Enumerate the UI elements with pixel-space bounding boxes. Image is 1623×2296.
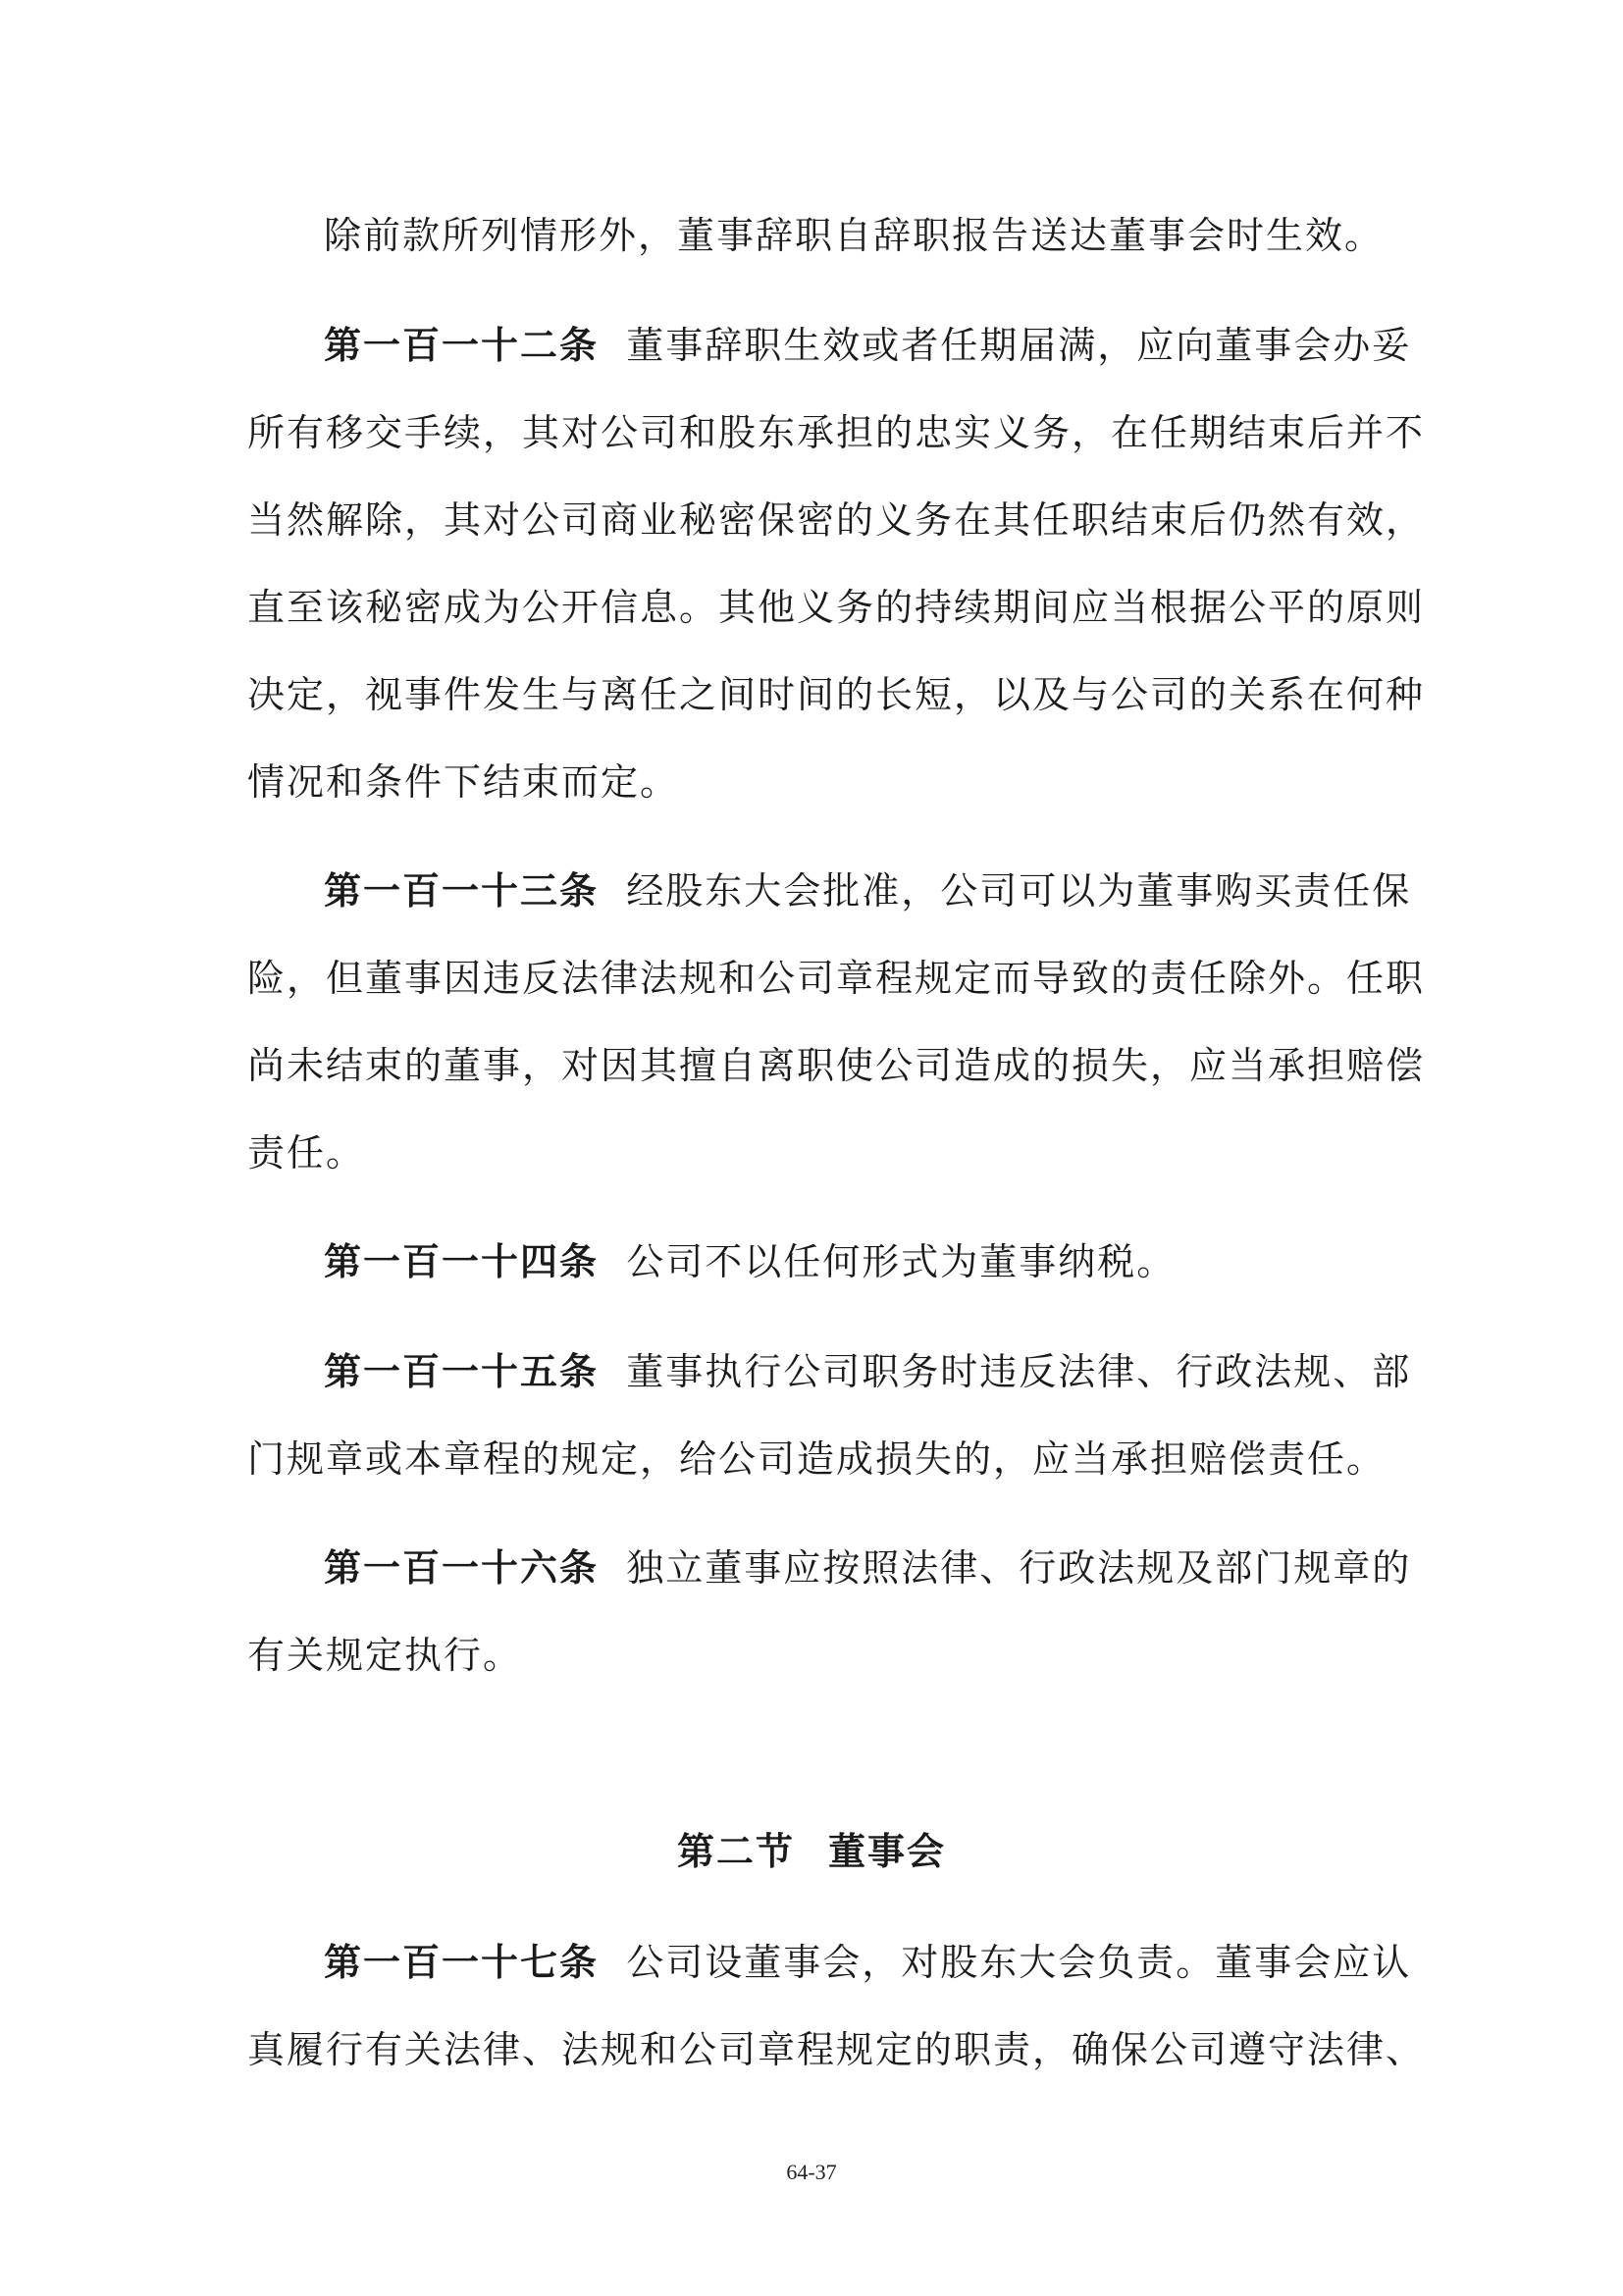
article-112-line-1	[324, 323, 1412, 368]
article-115-title: 第一百一十五条	[324, 1350, 600, 1393]
article-113-text-4: 责任。	[247, 1131, 366, 1174]
article-115-line-1	[324, 1349, 1412, 1394]
article-117-text-1: 公司设董事会，对股东大会负责。董事会应认	[626, 1941, 1412, 1984]
article-117-title: 第一百一十七条	[324, 1941, 600, 1984]
article-114-title: 第一百一十四条	[324, 1240, 600, 1283]
article-115-text-2: 门规章或本章程的规定，给公司造成损失的，应当承担赔偿责任。	[247, 1437, 1387, 1481]
article-112-line-2	[247, 410, 1426, 455]
article-113-line-3	[247, 1043, 1426, 1088]
article-113-text-3: 尚未结束的董事，对因其擅自离职使公司造成的损失，应当承担赔偿	[247, 1044, 1426, 1087]
section-number: 第二节	[676, 1830, 795, 1873]
article-113-line-2	[247, 956, 1426, 1001]
intro-text: 除前款所列情形外，董事辞职自辞职报告送达董事会时生效。	[324, 214, 1385, 257]
article-117-line-2	[247, 2027, 1426, 2072]
article-117-line-1	[324, 1940, 1412, 1985]
article-112-line-5	[247, 672, 1426, 717]
article-112-line-3	[247, 497, 1426, 543]
article-112-text-3: 当然解除，其对公司商业秘密保密的义务在其任职结束后仍然有效，	[247, 498, 1426, 542]
page-number: 64-37	[786, 2160, 837, 2184]
article-112-text-1: 董事辞职生效或者任期届满，应向董事会办妥	[626, 324, 1412, 367]
article-113-line-1	[324, 868, 1412, 913]
article-116-line-2	[247, 1633, 522, 1678]
article-113-text-1: 经股东大会批准，公司可以为董事购买责任保	[626, 869, 1412, 913]
article-117-text-2: 真履行有关法律、法规和公司章程规定的职责，确保公司遵守法律、	[247, 2028, 1426, 2071]
article-113-line-4	[247, 1130, 365, 1175]
article-112-text-5: 决定，视事件发生与离任之间时间的长短，以及与公司的关系在何种	[247, 673, 1426, 716]
article-116-text-2: 有关规定执行。	[247, 1634, 523, 1677]
article-114-text-1: 公司不以任何形式为董事纳税。	[626, 1240, 1177, 1283]
article-116-line-1	[324, 1545, 1412, 1591]
article-112-line-4	[247, 585, 1426, 630]
article-114-line-1	[324, 1239, 1176, 1284]
article-116-text-1: 独立董事应按照法律、行政法规及部门规章的	[626, 1546, 1412, 1590]
article-112-text-4: 直至该秘密成为公开信息。其他义务的持续期间应当根据公平的原则	[247, 586, 1426, 629]
article-116-title: 第一百一十六条	[324, 1546, 600, 1590]
article-115-line-2	[247, 1436, 1386, 1482]
section-name: 董事会	[828, 1830, 947, 1873]
article-112-line-6	[247, 759, 679, 805]
article-112-text-6: 情况和条件下结束而定。	[247, 760, 680, 804]
section-heading	[0, 1829, 1623, 1874]
article-113-title: 第一百一十三条	[324, 869, 600, 913]
article-112-text-2: 所有移交手续，其对公司和股东承担的忠实义务，在任期结束后并不	[247, 411, 1426, 454]
article-113-text-2: 险，但董事因违反法律法规和公司章程规定而导致的责任除外。任职	[247, 957, 1426, 1000]
article-112-title: 第一百一十二条	[324, 324, 600, 367]
intro-paragraph	[324, 213, 1384, 258]
article-115-text-1: 董事执行公司职务时违反法律、行政法规、部	[626, 1350, 1412, 1393]
